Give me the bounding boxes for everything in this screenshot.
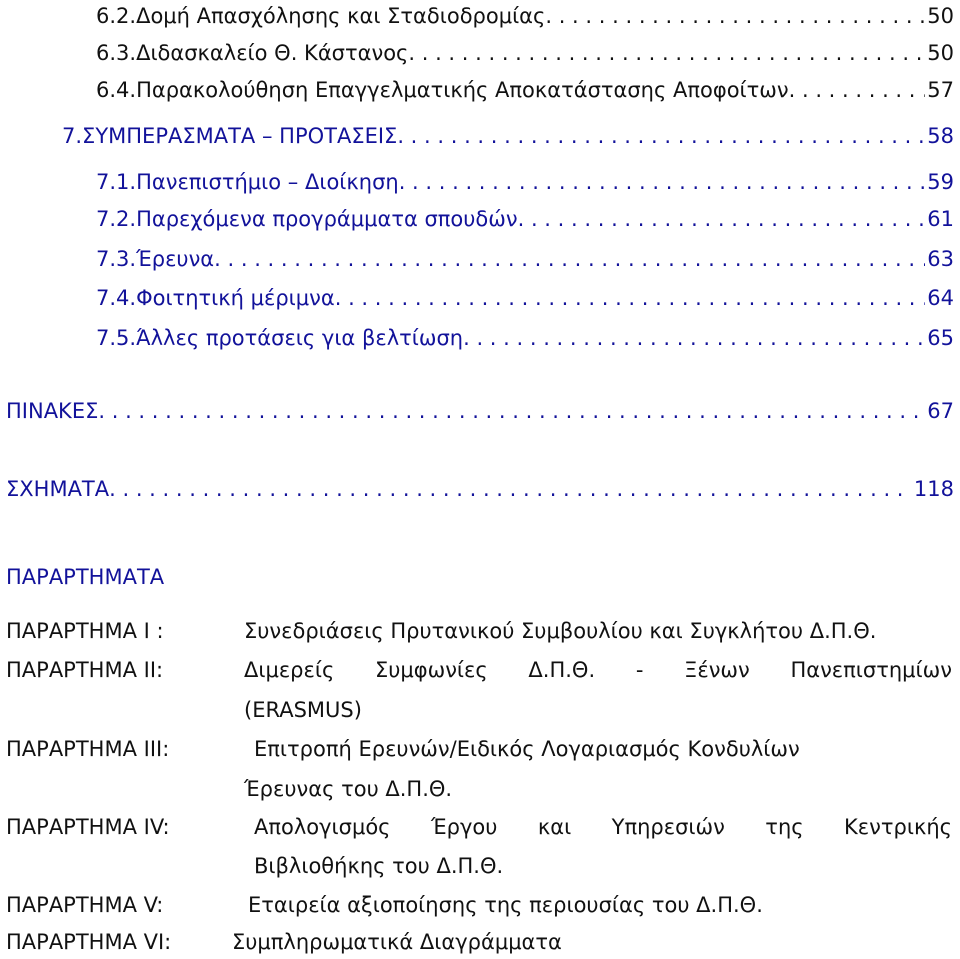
appendix-text: Συνεδριάσεις Πρυτανικού Συμβουλίου και Συγκλήτου Δ.Π.Θ.: [244, 619, 877, 643]
toc-page-number: 57: [927, 78, 954, 102]
appendix-word: Κεντρικής: [844, 815, 952, 839]
appendix-label: ΠΑΡΑΡΤΗΜΑ Ι :: [6, 619, 164, 643]
toc-title: ΣΧΗΜΑΤΑ: [6, 477, 110, 501]
appendix-label: ΠΑΡΑΡΤΗΜΑ ΙΙΙ:: [6, 737, 170, 761]
toc-page-number: 65: [927, 326, 954, 350]
dot-leader: [408, 39, 925, 67]
toc-page-number: 67: [927, 399, 954, 423]
appendix-word: Διμερείς: [244, 658, 335, 682]
dot-leader: [789, 76, 926, 104]
appendix-text: Εταιρεία αξιοποίησης της περιουσίας του Δ.Π.Θ.: [248, 893, 763, 917]
appendix-text: [254, 813, 952, 841]
toc-entry-6-2: [96, 2, 954, 30]
dot-leader: [109, 475, 912, 503]
dot-leader: [335, 284, 926, 312]
appendices-heading: [6, 563, 406, 591]
appendix-label: ΠΑΡΑΡΤΗΜΑ ΙΙ:: [6, 658, 164, 682]
appendix-4: [6, 813, 954, 883]
toc-entry-7-3: [96, 245, 954, 273]
appendix-label: ΠΑΡΑΡΤΗΜΑ V:: [6, 893, 164, 917]
appendix-1: [6, 617, 954, 645]
appendix-word: Δ.Π.Θ.: [528, 658, 596, 682]
appendix-word: Απολογισμός: [254, 815, 391, 839]
toc-number: 7.4.: [96, 286, 137, 310]
toc-title: ΠΙΝΑΚΕΣ: [6, 399, 99, 423]
appendix-text: Επιτροπή Ερευνών/Ειδικός Λογαριασμός Κονδυλίων: [254, 737, 800, 761]
toc-title: ΣΥΜΠΕΡΑΣΜΑΤΑ – ΠΡΟΤΑΣΕΙΣ: [82, 124, 398, 148]
toc-number: 6.4.: [96, 78, 137, 102]
toc-number: 6.2.: [96, 4, 137, 28]
toc-title: Παρακολούθηση Επαγγελματικής Αποκατάστασης Αποφοίτων: [136, 78, 789, 102]
appendix-5: [6, 891, 954, 919]
appendix-text-continued: Έρευνας του Δ.Π.Θ.: [244, 777, 453, 801]
appendix-label: ΠΑΡΑΡΤΗΜΑ VΙ:: [6, 930, 172, 954]
dot-leader: [397, 122, 925, 150]
toc-entry-tables: [6, 397, 954, 425]
toc-entry-6-4: [96, 76, 954, 104]
appendix-word: Έργου: [430, 815, 498, 839]
toc-entry-7-5: [96, 324, 954, 352]
appendix-word: της: [765, 815, 804, 839]
toc-entry-7-1: [96, 168, 954, 196]
toc-title: Παρεχόμενα προγράμματα σπουδών: [136, 207, 518, 231]
toc-page-number: 63: [927, 247, 954, 271]
toc-entry-chapter-7: [62, 122, 954, 150]
appendix-text: Συμπληρωματικά Διαγράμματα: [232, 930, 562, 954]
toc-number: 7.2.: [96, 207, 137, 231]
toc-entry-7-4: [96, 284, 954, 312]
dot-leader: [98, 397, 925, 425]
toc-title: Διδασκαλείο Θ. Κάστανος: [136, 41, 409, 65]
toc-title: Φοιτητική μέριμνα: [136, 286, 335, 310]
dot-leader: [463, 324, 925, 352]
toc-entry-7-2: [96, 205, 954, 233]
toc-number: 6.3.: [96, 41, 137, 65]
appendix-2: [6, 656, 954, 726]
toc-title: Δομή Απασχόλησης και Σταδιοδρομίας: [136, 4, 546, 28]
toc-title: Έρευνα: [136, 247, 215, 271]
toc-page-number: 50: [927, 4, 954, 28]
appendix-label: ΠΑΡΑΡΤΗΜΑ ΙV:: [6, 815, 170, 839]
appendix-text: [244, 656, 952, 684]
dot-leader: [545, 2, 925, 30]
appendix-word: Υπηρεσιών: [611, 815, 725, 839]
toc-page-number: 118: [913, 477, 954, 501]
toc-entry-figures: [6, 475, 954, 503]
toc-page-number: 59: [927, 170, 954, 194]
toc-title: Πανεπιστήμιο – Διοίκηση: [136, 170, 399, 194]
toc-number: 7.: [62, 124, 83, 148]
appendix-text-continued: Βιβλιοθήκης του Δ.Π.Θ.: [254, 854, 504, 878]
appendix-word: -: [635, 658, 644, 682]
appendix-word: Συμφωνίες: [374, 658, 488, 682]
dot-leader: [214, 245, 925, 273]
toc-title: Άλλες προτάσεις για βελτίωση: [136, 326, 464, 350]
toc-number: 7.5.: [96, 326, 137, 350]
dot-leader: [518, 205, 926, 233]
toc-page-number: 61: [927, 207, 954, 231]
toc-number: 7.1.: [96, 170, 137, 194]
toc-page-number: 64: [927, 286, 954, 310]
appendix-text-continued: (ERASMUS): [244, 698, 362, 722]
appendix-word: Πανεπιστημίων: [790, 658, 952, 682]
appendix-6: [6, 928, 954, 956]
toc-page-number: 50: [927, 41, 954, 65]
appendix-word: Ξένων: [684, 658, 750, 682]
dot-leader: [399, 168, 926, 196]
toc-title: ΠΑΡΑΡΤΗΜΑΤΑ: [6, 565, 165, 589]
toc-number: 7.3.: [96, 247, 137, 271]
appendix-word: και: [537, 815, 572, 839]
toc-entry-6-3: [96, 39, 954, 67]
toc-page-number: 58: [927, 124, 954, 148]
appendix-3: [6, 735, 954, 805]
